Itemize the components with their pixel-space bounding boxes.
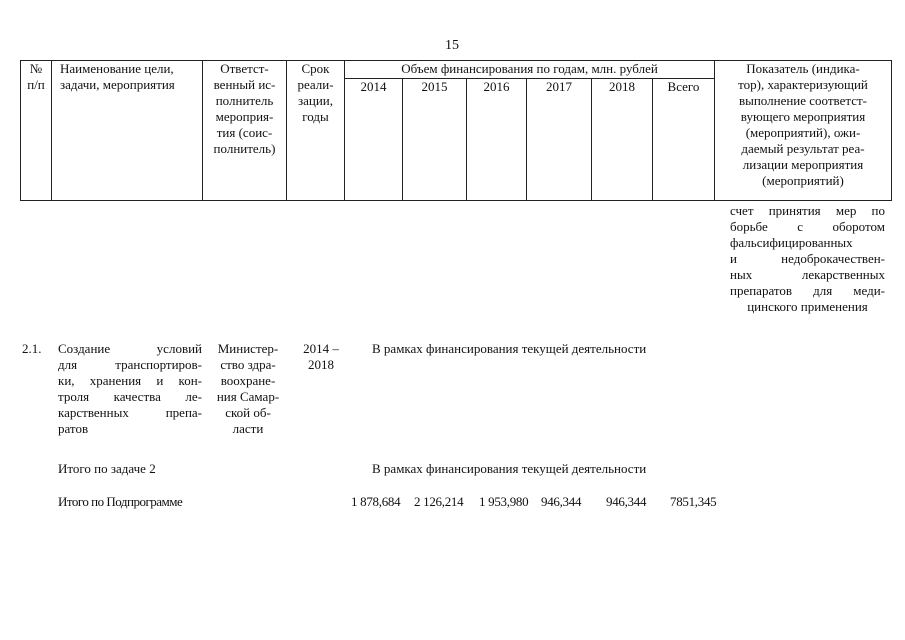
header-year-2018: 2018 bbox=[592, 79, 653, 201]
header-year-2014: 2014 bbox=[345, 79, 403, 201]
header-indicator-cell: Показатель (индика- тор), характеризующий выполнение соответст- вующего мероприятия (мероприятий), ожи- даемый результат реа- лизации мероприятия (мероприятий) bbox=[715, 61, 892, 201]
row-2-1-term: 2014 – 2018 bbox=[303, 341, 339, 372]
subprogram-value-total: 7851,345 bbox=[670, 494, 717, 509]
header-total-column: Всего bbox=[653, 79, 715, 201]
header-name-cell: Наименование цели, задачи, мероприятия bbox=[52, 61, 203, 201]
row-2-1-funding: В рамках финансирования текущей деятельности bbox=[372, 341, 647, 356]
subprogram-value-2016: 1 953,980 bbox=[479, 494, 529, 509]
row-2-1-name: Создание условий для транспортиров- ки, хранения и кон- троля качества ле- карственных препа- ратов bbox=[58, 341, 202, 436]
header-year-2016: 2016 bbox=[467, 79, 527, 201]
row-2-1-number: 2.1. bbox=[22, 341, 42, 356]
total-task-2-label: Итого по задаче 2 bbox=[58, 461, 156, 476]
subprogram-value-2018: 946,344 bbox=[606, 494, 647, 509]
subprogram-value-2014: 1 878,684 bbox=[351, 494, 401, 509]
total-subprogram-label: Итого по Подпрограмме bbox=[58, 494, 183, 509]
total-task-2-funding: В рамках финансирования текущей деятельности bbox=[372, 461, 647, 476]
header-responsible-cell: Ответст- венный ис- полнитель мероприя- тия (соис- полнитель) bbox=[203, 61, 287, 201]
header-table bbox=[20, 60, 892, 201]
header-year-2017: 2017 bbox=[527, 79, 592, 201]
row-2-1-responsible: Министер- ство здра- воохране- ния Самар- ской об- ласти bbox=[216, 341, 280, 436]
page-number: 15 bbox=[445, 38, 459, 53]
indicator-continuation-text: счет принятия мер по борьбе с оборотом фальсифицированных и недоброкачествен- ных лекарственных препаратов для меди- цинского применения bbox=[730, 203, 885, 314]
header-year-2015: 2015 bbox=[403, 79, 467, 201]
subprogram-value-2017: 946,344 bbox=[541, 494, 582, 509]
header-funding-title: Объем финансирования по годам, млн. рублей bbox=[345, 61, 715, 79]
header-number-cell: № п/п bbox=[21, 61, 52, 201]
header-term-cell: Срок реали- зации, годы bbox=[287, 61, 345, 201]
subprogram-value-2015: 2 126,214 bbox=[414, 494, 464, 509]
